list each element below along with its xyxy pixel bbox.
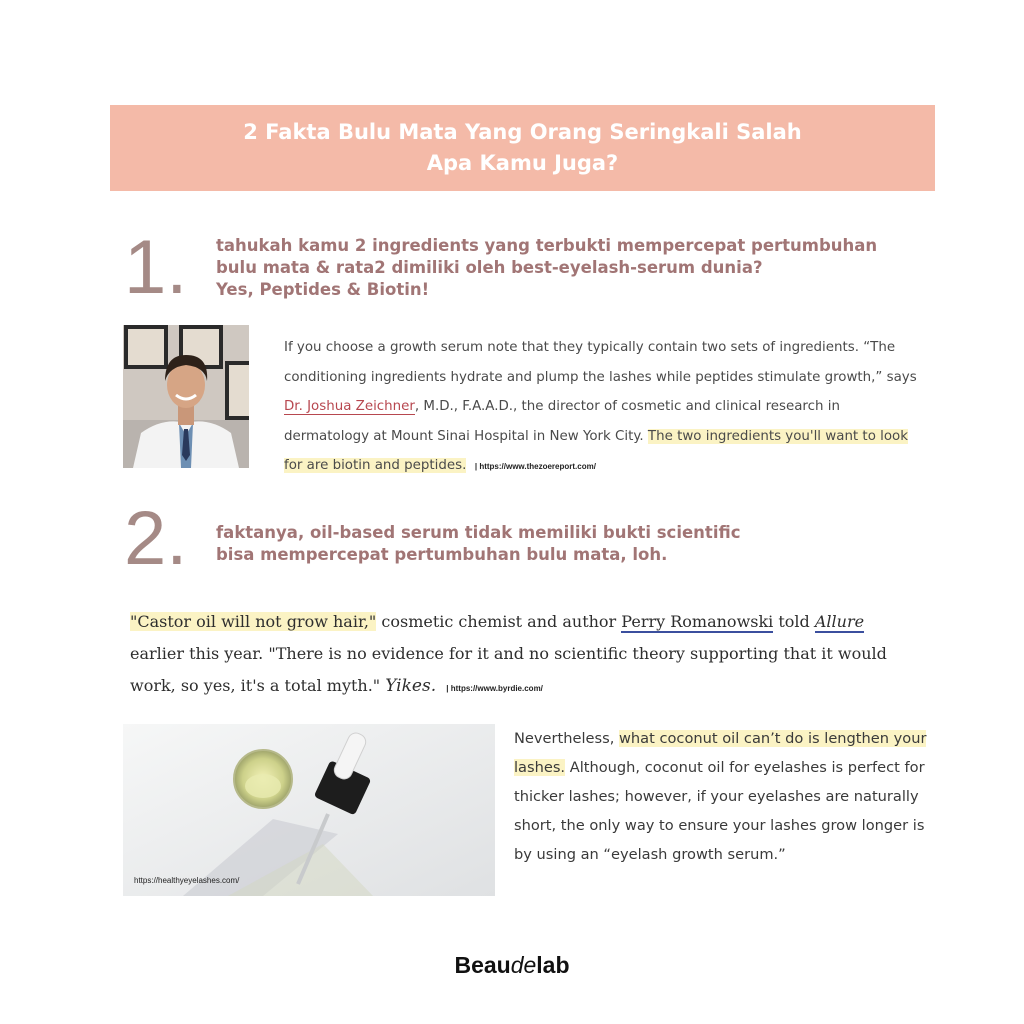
title-banner — [110, 105, 935, 191]
yikes-text: Yikes. — [385, 676, 437, 696]
quote-2-text-b: told — [773, 612, 815, 631]
fact-1-number: 1. — [124, 225, 188, 310]
coconut-text-b: Although, coconut oil for eyelashes is perfect for thicker lashes; however, if your eyelashes are naturally short, the only way to ensure your lashes grow longer is by using an “eyelash growth serum.” — [514, 759, 925, 863]
banner-title-line-2: Apa Kamu Juga? — [426, 151, 619, 175]
quote-1-text-a: If you choose a growth serum note that they typically contain two sets of ingredients. “The conditioning ingredients hydrate and plump the lashes while peptides stimulate growth,” says — [284, 340, 917, 385]
coconut-oil-text — [514, 724, 934, 869]
coconut-highlight: what coconut oil can’t do is lengthen your lashes. — [514, 730, 927, 776]
source-thezoereport: | https://www.thezoereport.com/ — [474, 462, 596, 471]
dr-joshua-zeichner-link[interactable]: Dr. Joshua Zeichner — [284, 399, 415, 414]
quote-2-text-a: cosmetic chemist and author — [376, 612, 622, 631]
oil-bottle-image — [123, 724, 495, 896]
source-byrdie: | https://www.byrdie.com/ — [446, 684, 543, 693]
doctor-portrait-image — [123, 325, 249, 468]
banner-title-line-1: 2 Fakta Bulu Mata Yang Orang Seringkali Salah — [243, 120, 802, 144]
quote-1-highlight: The two ingredients you'll want to look for are biotin and peptides. — [284, 428, 908, 473]
coconut-text-a: Nevertheless, — [514, 730, 619, 747]
fact-2-line-2: bisa mempercepat pertumbuhan bulu mata, loh. — [216, 545, 668, 564]
fact-1-line-1: tahukah kamu 2 ingredients yang terbukti mempercepat pertumbuhan — [216, 236, 878, 255]
fact-1-line-3: Yes, Peptides & Biotin! — [216, 280, 430, 299]
doctor-photo — [123, 325, 249, 468]
fact-2-number: 2. — [124, 496, 188, 581]
fact-2-heading — [216, 522, 741, 566]
fact-1-heading — [216, 235, 877, 301]
quote-2-highlight: "Castor oil will not grow hair," — [130, 612, 377, 631]
fact-1-quote — [284, 333, 924, 482]
allure-link[interactable]: Allure — [814, 612, 865, 631]
fact-2-quote — [130, 606, 890, 705]
perry-romanowski-link[interactable]: Perry Romanowski — [621, 612, 774, 631]
quote-2-text-c: earlier this year. "There is no evidence for it and no scientific theory supporting that it would work, so yes, it's a total myth." — [130, 644, 887, 695]
brand-part-1: Beau — [454, 952, 511, 978]
fact-2-line-1: faktanya, oil-based serum tidak memiliki bukti scientific — [216, 523, 741, 542]
quote-1-text-b: , M.D., F.A.A.D., the director of cosmetic and clinical research in dermatology at Mount Sinai Hospital in New York City. — [284, 399, 840, 444]
fact-1-line-2: bulu mata & rata2 dimiliki oleh best-eyelash-serum dunia? — [216, 258, 763, 277]
brand-logo — [0, 952, 1024, 979]
oil-photo-caption: https://healthyeyelashes.com/ — [134, 876, 240, 885]
oil-bottle-photo — [123, 724, 495, 896]
brand-part-2: de — [510, 952, 537, 978]
brand-part-3: lab — [536, 952, 570, 978]
